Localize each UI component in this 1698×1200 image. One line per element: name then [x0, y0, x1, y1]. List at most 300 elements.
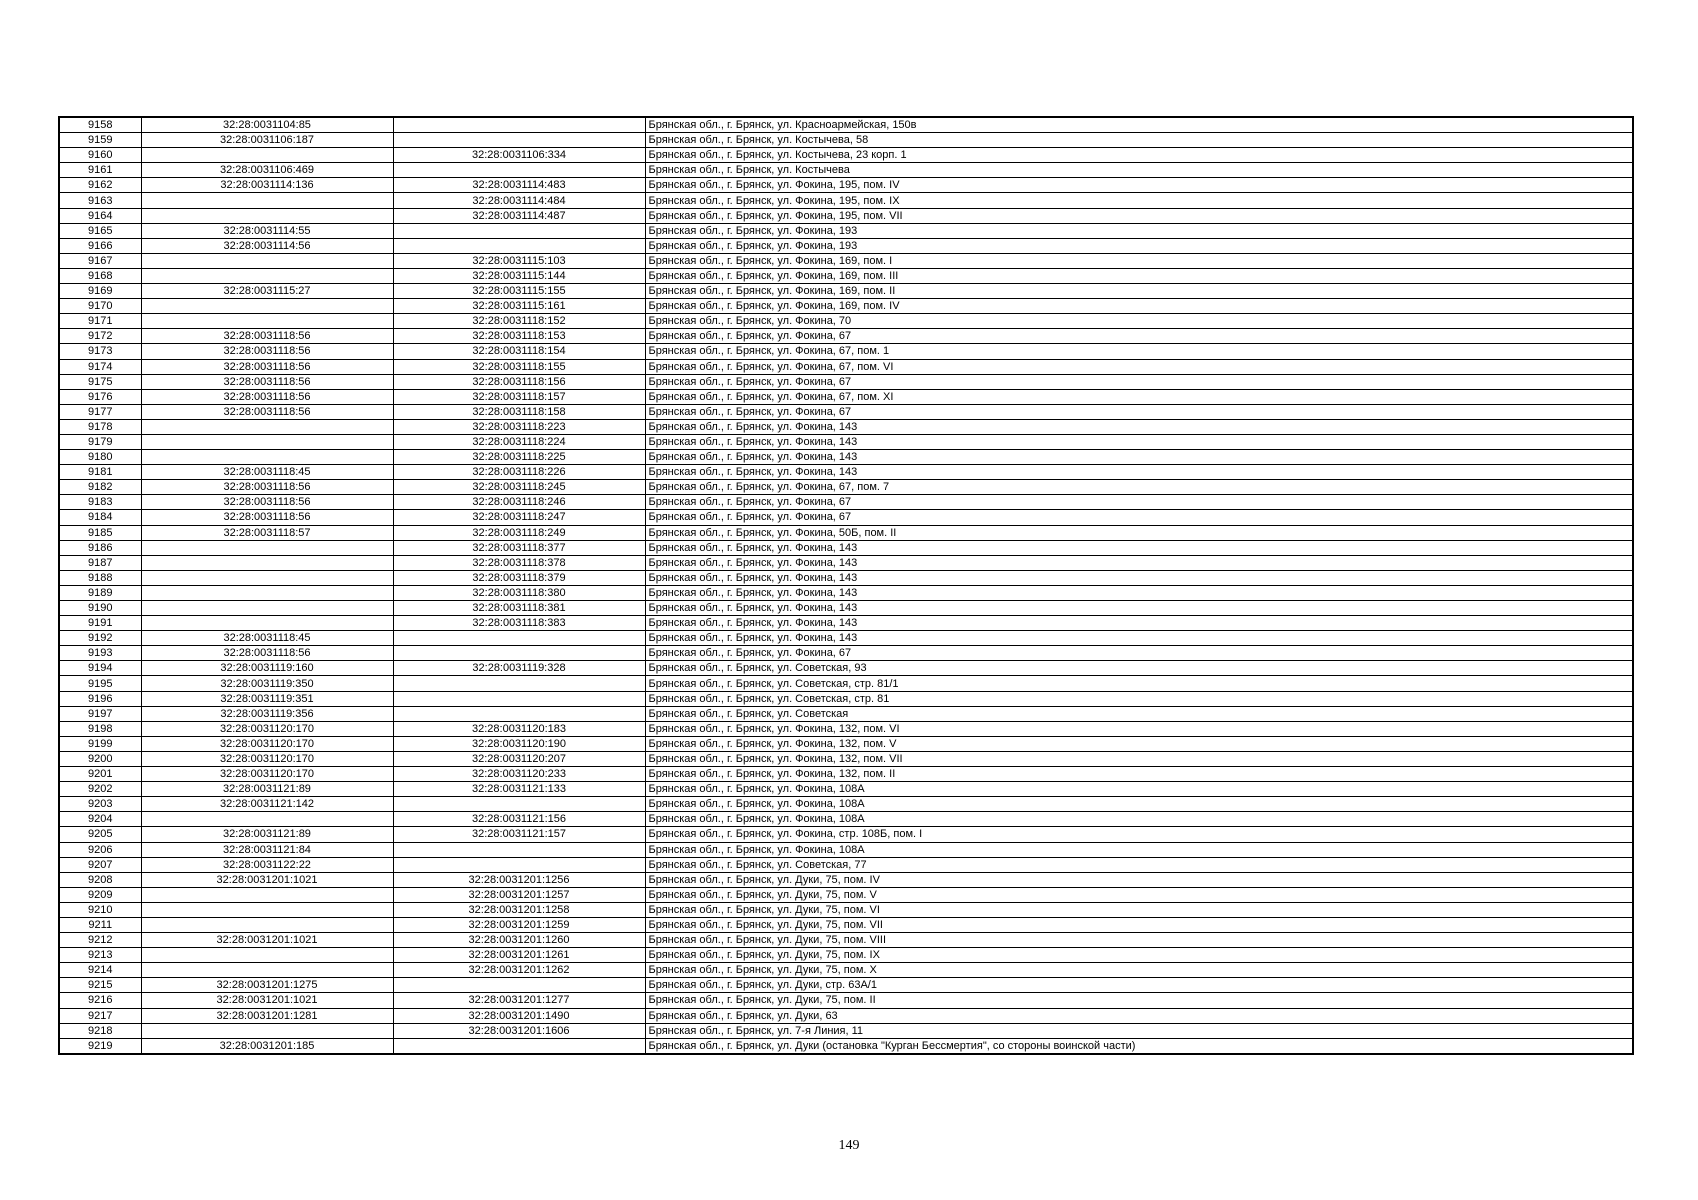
row-number-cell: 9179 [59, 434, 141, 449]
object-cadastral-cell: 32:28:0031115:103 [393, 253, 645, 268]
parcel-cadastral-cell [141, 902, 393, 917]
object-cadastral-cell: 32:28:0031114:483 [393, 178, 645, 193]
parcel-cadastral-cell: 32:28:0031118:56 [141, 374, 393, 389]
table-row [59, 948, 1633, 963]
object-cadastral-cell: 32:28:0031118:377 [393, 540, 645, 555]
table-row [59, 812, 1633, 827]
object-cadastral-cell [393, 1038, 645, 1054]
row-number-cell: 9197 [59, 706, 141, 721]
table-row [59, 570, 1633, 585]
parcel-cadastral-cell: 32:28:0031120:170 [141, 767, 393, 782]
parcel-cadastral-cell: 32:28:0031120:170 [141, 751, 393, 766]
row-number-cell: 9213 [59, 948, 141, 963]
object-cadastral-cell: 32:28:0031118:155 [393, 359, 645, 374]
table-row [59, 178, 1633, 193]
parcel-cadastral-cell: 32:28:0031118:56 [141, 480, 393, 495]
table-row [59, 419, 1633, 434]
table-row [59, 555, 1633, 570]
table-row [59, 223, 1633, 238]
parcel-cadastral-cell [141, 208, 393, 223]
address-cell: Брянская обл., г. Брянск, ул. Фокина, 108А [645, 812, 1633, 827]
row-number-cell: 9192 [59, 631, 141, 646]
object-cadastral-cell: 32:28:0031118:153 [393, 329, 645, 344]
address-cell: Брянская обл., г. Брянск, ул. Фокина, 143 [645, 540, 1633, 555]
parcel-cadastral-cell: 32:28:0031118:45 [141, 631, 393, 646]
object-cadastral-cell [393, 857, 645, 872]
parcel-cadastral-cell [141, 812, 393, 827]
parcel-cadastral-cell [141, 434, 393, 449]
parcel-cadastral-cell: 32:28:0031120:170 [141, 736, 393, 751]
table-row [59, 434, 1633, 449]
table-row [59, 510, 1633, 525]
address-cell: Брянская обл., г. Брянск, ул. Фокина, 143 [645, 434, 1633, 449]
object-cadastral-cell: 32:28:0031114:487 [393, 208, 645, 223]
address-cell: Брянская обл., г. Брянск, ул. Фокина, 67, пом. VI [645, 359, 1633, 374]
table-row [59, 646, 1633, 661]
parcel-cadastral-cell [141, 585, 393, 600]
address-cell: Брянская обл., г. Брянск, ул. Фокина, 67 [645, 646, 1633, 661]
address-cell: Брянская обл., г. Брянск, ул. Костычева, 23 корп. 1 [645, 148, 1633, 163]
parcel-cadastral-cell: 32:28:0031118:56 [141, 329, 393, 344]
object-cadastral-cell: 32:28:0031201:1277 [393, 993, 645, 1008]
address-cell: Брянская обл., г. Брянск, ул. Фокина, 108А [645, 782, 1633, 797]
row-number-cell: 9217 [59, 1008, 141, 1023]
table-row [59, 133, 1633, 148]
object-cadastral-cell: 32:28:0031118:157 [393, 389, 645, 404]
object-cadastral-cell [393, 223, 645, 238]
table-row [59, 450, 1633, 465]
address-cell: Брянская обл., г. Брянск, ул. 7-я Линия, 11 [645, 1023, 1633, 1038]
object-cadastral-cell: 32:28:0031118:246 [393, 495, 645, 510]
row-number-cell: 9185 [59, 525, 141, 540]
row-number-cell: 9215 [59, 978, 141, 993]
address-cell: Брянская обл., г. Брянск, ул. Фокина, 132, пом. VI [645, 721, 1633, 736]
address-cell: Брянская обл., г. Брянск, ул. Фокина, 67 [645, 510, 1633, 525]
table-row [59, 917, 1633, 932]
row-number-cell: 9170 [59, 299, 141, 314]
row-number-cell: 9176 [59, 389, 141, 404]
row-number-cell: 9159 [59, 133, 141, 148]
address-cell: Брянская обл., г. Брянск, ул. Дуки, 75, пом. VI [645, 902, 1633, 917]
parcel-cadastral-cell: 32:28:0031118:56 [141, 646, 393, 661]
table-row [59, 163, 1633, 178]
row-number-cell: 9167 [59, 253, 141, 268]
address-cell: Брянская обл., г. Брянск, ул. Фокина, 132, пом. V [645, 736, 1633, 751]
row-number-cell: 9195 [59, 676, 141, 691]
address-cell: Брянская обл., г. Брянск, ул. Фокина, 67 [645, 495, 1633, 510]
table-row [59, 963, 1633, 978]
address-cell: Брянская обл., г. Брянск, ул. Фокина, 67, пом. 1 [645, 344, 1633, 359]
address-cell: Брянская обл., г. Брянск, ул. Дуки, 63 [645, 1008, 1633, 1023]
address-cell: Брянская обл., г. Брянск, ул. Фокина, 143 [645, 555, 1633, 570]
parcel-cadastral-cell [141, 917, 393, 932]
object-cadastral-cell: 32:28:0031118:156 [393, 374, 645, 389]
table-row [59, 268, 1633, 283]
parcel-cadastral-cell [141, 1023, 393, 1038]
table-row [59, 827, 1633, 842]
parcel-cadastral-cell: 32:28:0031106:469 [141, 163, 393, 178]
table-row [59, 495, 1633, 510]
row-number-cell: 9177 [59, 404, 141, 419]
row-number-cell: 9184 [59, 510, 141, 525]
row-number-cell: 9172 [59, 329, 141, 344]
object-cadastral-cell [393, 163, 645, 178]
row-number-cell: 9219 [59, 1038, 141, 1054]
parcel-cadastral-cell: 32:28:0031115:27 [141, 284, 393, 299]
parcel-cadastral-cell: 32:28:0031122:22 [141, 857, 393, 872]
table-row [59, 601, 1633, 616]
parcel-cadastral-cell: 32:28:0031201:185 [141, 1038, 393, 1054]
object-cadastral-cell: 32:28:0031118:158 [393, 404, 645, 419]
row-number-cell: 9182 [59, 480, 141, 495]
parcel-cadastral-cell [141, 570, 393, 585]
parcel-cadastral-cell [141, 148, 393, 163]
row-number-cell: 9190 [59, 601, 141, 616]
parcel-cadastral-cell: 32:28:0031106:187 [141, 133, 393, 148]
table-row [59, 525, 1633, 540]
table-row [59, 480, 1633, 495]
address-cell: Брянская обл., г. Брянск, ул. Дуки, 75, пом. VII [645, 917, 1633, 932]
row-number-cell: 9200 [59, 751, 141, 766]
parcel-cadastral-cell: 32:28:0031118:56 [141, 510, 393, 525]
row-number-cell: 9208 [59, 872, 141, 887]
address-cell: Брянская обл., г. Брянск, ул. Фокина, 108А [645, 842, 1633, 857]
parcel-cadastral-cell: 32:28:0031119:350 [141, 676, 393, 691]
address-cell: Брянская обл., г. Брянск, ул. Фокина, 143 [645, 631, 1633, 646]
object-cadastral-cell: 32:28:0031114:484 [393, 193, 645, 208]
table-row [59, 238, 1633, 253]
address-cell: Брянская обл., г. Брянск, ул. Фокина, 143 [645, 570, 1633, 585]
row-number-cell: 9191 [59, 616, 141, 631]
object-cadastral-cell: 32:28:0031201:1256 [393, 872, 645, 887]
table-row [59, 253, 1633, 268]
parcel-cadastral-cell: 32:28:0031201:1021 [141, 933, 393, 948]
table-row [59, 978, 1633, 993]
address-cell: Брянская обл., г. Брянск, ул. Фокина, 132, пом. VII [645, 751, 1633, 766]
object-cadastral-cell: 32:28:0031201:1490 [393, 1008, 645, 1023]
address-cell: Брянская обл., г. Брянск, ул. Фокина, 50Б, пом. II [645, 525, 1633, 540]
row-number-cell: 9187 [59, 555, 141, 570]
address-cell: Брянская обл., г. Брянск, ул. Фокина, 132, пом. II [645, 767, 1633, 782]
object-cadastral-cell: 32:28:0031115:144 [393, 268, 645, 283]
address-cell: Брянская обл., г. Брянск, ул. Фокина, 143 [645, 465, 1633, 480]
row-number-cell: 9180 [59, 450, 141, 465]
object-cadastral-cell: 32:28:0031115:161 [393, 299, 645, 314]
object-cadastral-cell: 32:28:0031201:1260 [393, 933, 645, 948]
address-cell: Брянская обл., г. Брянск, ул. Фокина, 143 [645, 450, 1633, 465]
table-row [59, 299, 1633, 314]
table-row [59, 691, 1633, 706]
object-cadastral-cell: 32:28:0031201:1259 [393, 917, 645, 932]
table-row [59, 359, 1633, 374]
object-cadastral-cell: 32:28:0031115:155 [393, 284, 645, 299]
address-cell: Брянская обл., г. Брянск, ул. Фокина, 67 [645, 404, 1633, 419]
row-number-cell: 9205 [59, 827, 141, 842]
table-row [59, 933, 1633, 948]
address-cell: Брянская обл., г. Брянск, ул. Фокина, 143 [645, 601, 1633, 616]
object-cadastral-cell: 32:28:0031121:157 [393, 827, 645, 842]
object-cadastral-cell: 32:28:0031118:225 [393, 450, 645, 465]
table-row [59, 902, 1633, 917]
address-cell: Брянская обл., г. Брянск, ул. Фокина, 67 [645, 374, 1633, 389]
row-number-cell: 9193 [59, 646, 141, 661]
address-cell: Брянская обл., г. Брянск, ул. Фокина, 169, пом. III [645, 268, 1633, 283]
address-cell: Брянская обл., г. Брянск, ул. Фокина, 193 [645, 223, 1633, 238]
object-cadastral-cell [393, 706, 645, 721]
row-number-cell: 9189 [59, 585, 141, 600]
row-number-cell: 9204 [59, 812, 141, 827]
parcel-cadastral-cell: 32:28:0031121:89 [141, 782, 393, 797]
object-cadastral-cell: 32:28:0031120:233 [393, 767, 645, 782]
object-cadastral-cell: 32:28:0031118:224 [393, 434, 645, 449]
parcel-cadastral-cell: 32:28:0031121:142 [141, 797, 393, 812]
parcel-cadastral-cell [141, 540, 393, 555]
object-cadastral-cell: 32:28:0031118:154 [393, 344, 645, 359]
parcel-cadastral-cell [141, 299, 393, 314]
parcel-cadastral-cell [141, 601, 393, 616]
parcel-cadastral-cell: 32:28:0031118:45 [141, 465, 393, 480]
object-cadastral-cell [393, 797, 645, 812]
address-cell: Брянская обл., г. Брянск, ул. Фокина, 195, пом. VII [645, 208, 1633, 223]
table-row [59, 721, 1633, 736]
object-cadastral-cell: 32:28:0031201:1606 [393, 1023, 645, 1038]
object-cadastral-cell [393, 631, 645, 646]
row-number-cell: 9188 [59, 570, 141, 585]
parcel-cadastral-cell: 32:28:0031120:170 [141, 721, 393, 736]
address-cell: Брянская обл., г. Брянск, ул. Фокина, 143 [645, 585, 1633, 600]
address-cell: Брянская обл., г. Брянск, ул. Дуки (остановка "Курган Бессмертия", со стороны воинской части) [645, 1038, 1633, 1054]
table-row [59, 404, 1633, 419]
row-number-cell: 9183 [59, 495, 141, 510]
object-cadastral-cell: 32:28:0031118:379 [393, 570, 645, 585]
object-cadastral-cell [393, 676, 645, 691]
table-row [59, 314, 1633, 329]
object-cadastral-cell: 32:28:0031119:328 [393, 661, 645, 676]
object-cadastral-cell: 32:28:0031118:152 [393, 314, 645, 329]
table-row [59, 616, 1633, 631]
table-row [59, 842, 1633, 857]
parcel-cadastral-cell: 32:28:0031118:56 [141, 495, 393, 510]
table-row [59, 676, 1633, 691]
table-row [59, 389, 1633, 404]
parcel-cadastral-cell: 32:28:0031118:57 [141, 525, 393, 540]
address-cell: Брянская обл., г. Брянск, ул. Дуки, 75, пом. II [645, 993, 1633, 1008]
parcel-cadastral-cell: 32:28:0031114:136 [141, 178, 393, 193]
parcel-cadastral-cell: 32:28:0031114:56 [141, 238, 393, 253]
address-cell: Брянская обл., г. Брянск, ул. Фокина, 143 [645, 616, 1633, 631]
registry-table-body [59, 117, 1633, 1054]
object-cadastral-cell [393, 842, 645, 857]
parcel-cadastral-cell [141, 268, 393, 283]
parcel-cadastral-cell: 32:28:0031119:356 [141, 706, 393, 721]
row-number-cell: 9203 [59, 797, 141, 812]
row-number-cell: 9216 [59, 993, 141, 1008]
address-cell: Брянская обл., г. Брянск, ул. Костычева, 58 [645, 133, 1633, 148]
object-cadastral-cell: 32:28:0031121:133 [393, 782, 645, 797]
table-row [59, 993, 1633, 1008]
table-row [59, 585, 1633, 600]
address-cell: Брянская обл., г. Брянск, ул. Советская, стр. 81 [645, 691, 1633, 706]
row-number-cell: 9210 [59, 902, 141, 917]
table-row [59, 1023, 1633, 1038]
address-cell: Брянская обл., г. Брянск, ул. Фокина, 70 [645, 314, 1633, 329]
object-cadastral-cell: 32:28:0031201:1262 [393, 963, 645, 978]
address-cell: Брянская обл., г. Брянск, ул. Дуки, 75, пом. X [645, 963, 1633, 978]
address-cell: Брянская обл., г. Брянск, ул. Фокина, 169, пом. IV [645, 299, 1633, 314]
row-number-cell: 9201 [59, 767, 141, 782]
table-row [59, 751, 1633, 766]
table-row [59, 631, 1633, 646]
row-number-cell: 9198 [59, 721, 141, 736]
parcel-cadastral-cell: 32:28:0031118:56 [141, 344, 393, 359]
address-cell: Брянская обл., г. Брянск, ул. Советская [645, 706, 1633, 721]
object-cadastral-cell: 32:28:0031121:156 [393, 812, 645, 827]
object-cadastral-cell: 32:28:0031201:1258 [393, 902, 645, 917]
address-cell: Брянская обл., г. Брянск, ул. Дуки, 75, пом. IX [645, 948, 1633, 963]
registry-table [58, 116, 1634, 1055]
object-cadastral-cell: 32:28:0031118:381 [393, 601, 645, 616]
object-cadastral-cell: 32:28:0031120:190 [393, 736, 645, 751]
table-row [59, 857, 1633, 872]
row-number-cell: 9169 [59, 284, 141, 299]
table-row [59, 1008, 1633, 1023]
row-number-cell: 9209 [59, 887, 141, 902]
table-row [59, 1038, 1633, 1054]
parcel-cadastral-cell: 32:28:0031201:1275 [141, 978, 393, 993]
table-row [59, 797, 1633, 812]
row-number-cell: 9174 [59, 359, 141, 374]
page-number: 149 [838, 1138, 860, 1153]
row-number-cell: 9194 [59, 661, 141, 676]
parcel-cadastral-cell [141, 963, 393, 978]
table-row [59, 872, 1633, 887]
object-cadastral-cell: 32:28:0031118:383 [393, 616, 645, 631]
table-row [59, 661, 1633, 676]
row-number-cell: 9166 [59, 238, 141, 253]
parcel-cadastral-cell: 32:28:0031119:351 [141, 691, 393, 706]
parcel-cadastral-cell: 32:28:0031121:84 [141, 842, 393, 857]
object-cadastral-cell: 32:28:0031120:207 [393, 751, 645, 766]
parcel-cadastral-cell: 32:28:0031121:89 [141, 827, 393, 842]
row-number-cell: 9186 [59, 540, 141, 555]
address-cell: Брянская обл., г. Брянск, ул. Дуки, 75, пом. VIII [645, 933, 1633, 948]
row-number-cell: 9175 [59, 374, 141, 389]
address-cell: Брянская обл., г. Брянск, ул. Фокина, 67, пом. 7 [645, 480, 1633, 495]
parcel-cadastral-cell: 32:28:0031201:1021 [141, 872, 393, 887]
parcel-cadastral-cell: 32:28:0031201:1281 [141, 1008, 393, 1023]
row-number-cell: 9168 [59, 268, 141, 283]
row-number-cell: 9202 [59, 782, 141, 797]
object-cadastral-cell: 32:28:0031106:334 [393, 148, 645, 163]
object-cadastral-cell [393, 691, 645, 706]
row-number-cell: 9173 [59, 344, 141, 359]
table-row [59, 887, 1633, 902]
address-cell: Брянская обл., г. Брянск, ул. Фокина, 67, пом. XI [645, 389, 1633, 404]
object-cadastral-cell [393, 133, 645, 148]
row-number-cell: 9214 [59, 963, 141, 978]
address-cell: Брянская обл., г. Брянск, ул. Фокина, 169, пом. II [645, 284, 1633, 299]
address-cell: Брянская обл., г. Брянск, ул. Фокина, 143 [645, 419, 1633, 434]
address-cell: Брянская обл., г. Брянск, ул. Фокина, 195, пом. IX [645, 193, 1633, 208]
row-number-cell: 9211 [59, 917, 141, 932]
address-cell: Брянская обл., г. Брянск, ул. Красноармейская, 150в [645, 117, 1633, 133]
address-cell: Брянская обл., г. Брянск, ул. Фокина, 195, пом. IV [645, 178, 1633, 193]
row-number-cell: 9160 [59, 148, 141, 163]
table-row [59, 374, 1633, 389]
row-number-cell: 9171 [59, 314, 141, 329]
object-cadastral-cell: 32:28:0031201:1257 [393, 887, 645, 902]
address-cell: Брянская обл., г. Брянск, ул. Фокина, стр. 108Б, пом. I [645, 827, 1633, 842]
object-cadastral-cell: 32:28:0031118:223 [393, 419, 645, 434]
table-row [59, 193, 1633, 208]
object-cadastral-cell: 32:28:0031118:378 [393, 555, 645, 570]
row-number-cell: 9207 [59, 857, 141, 872]
parcel-cadastral-cell: 32:28:0031119:160 [141, 661, 393, 676]
table-row [59, 767, 1633, 782]
object-cadastral-cell: 32:28:0031118:380 [393, 585, 645, 600]
object-cadastral-cell [393, 238, 645, 253]
parcel-cadastral-cell [141, 948, 393, 963]
table-row [59, 208, 1633, 223]
object-cadastral-cell: 32:28:0031118:245 [393, 480, 645, 495]
table-row [59, 284, 1633, 299]
parcel-cadastral-cell [141, 555, 393, 570]
address-cell: Брянская обл., г. Брянск, ул. Дуки, стр. 63А/1 [645, 978, 1633, 993]
table-row [59, 465, 1633, 480]
address-cell: Брянская обл., г. Брянск, ул. Фокина, 169, пом. I [645, 253, 1633, 268]
address-cell: Брянская обл., г. Брянск, ул. Фокина, 67 [645, 329, 1633, 344]
address-cell: Брянская обл., г. Брянск, ул. Советская, 77 [645, 857, 1633, 872]
table-row [59, 736, 1633, 751]
table-row [59, 706, 1633, 721]
address-cell: Брянская обл., г. Брянск, ул. Фокина, 193 [645, 238, 1633, 253]
row-number-cell: 9196 [59, 691, 141, 706]
object-cadastral-cell: 32:28:0031118:226 [393, 465, 645, 480]
object-cadastral-cell: 32:28:0031118:247 [393, 510, 645, 525]
table-row [59, 782, 1633, 797]
object-cadastral-cell: 32:28:0031120:183 [393, 721, 645, 736]
address-cell: Брянская обл., г. Брянск, ул. Дуки, 75, пом. V [645, 887, 1633, 902]
row-number-cell: 9164 [59, 208, 141, 223]
row-number-cell: 9199 [59, 736, 141, 751]
parcel-cadastral-cell: 32:28:0031118:56 [141, 404, 393, 419]
object-cadastral-cell [393, 978, 645, 993]
parcel-cadastral-cell [141, 616, 393, 631]
address-cell: Брянская обл., г. Брянск, ул. Костычева [645, 163, 1633, 178]
table-row [59, 148, 1633, 163]
row-number-cell: 9178 [59, 419, 141, 434]
table-row [59, 329, 1633, 344]
parcel-cadastral-cell [141, 314, 393, 329]
parcel-cadastral-cell [141, 253, 393, 268]
parcel-cadastral-cell [141, 419, 393, 434]
address-cell: Брянская обл., г. Брянск, ул. Фокина, 108А [645, 797, 1633, 812]
parcel-cadastral-cell: 32:28:0031201:1021 [141, 993, 393, 1008]
row-number-cell: 9218 [59, 1023, 141, 1038]
parcel-cadastral-cell [141, 193, 393, 208]
address-cell: Брянская обл., г. Брянск, ул. Советская, 93 [645, 661, 1633, 676]
table-row [59, 117, 1633, 133]
parcel-cadastral-cell: 32:28:0031118:56 [141, 389, 393, 404]
parcel-cadastral-cell: 32:28:0031114:55 [141, 223, 393, 238]
table-row [59, 344, 1633, 359]
object-cadastral-cell [393, 117, 645, 133]
row-number-cell: 9206 [59, 842, 141, 857]
parcel-cadastral-cell: 32:28:0031118:56 [141, 359, 393, 374]
row-number-cell: 9162 [59, 178, 141, 193]
row-number-cell: 9212 [59, 933, 141, 948]
object-cadastral-cell: 32:28:0031118:249 [393, 525, 645, 540]
